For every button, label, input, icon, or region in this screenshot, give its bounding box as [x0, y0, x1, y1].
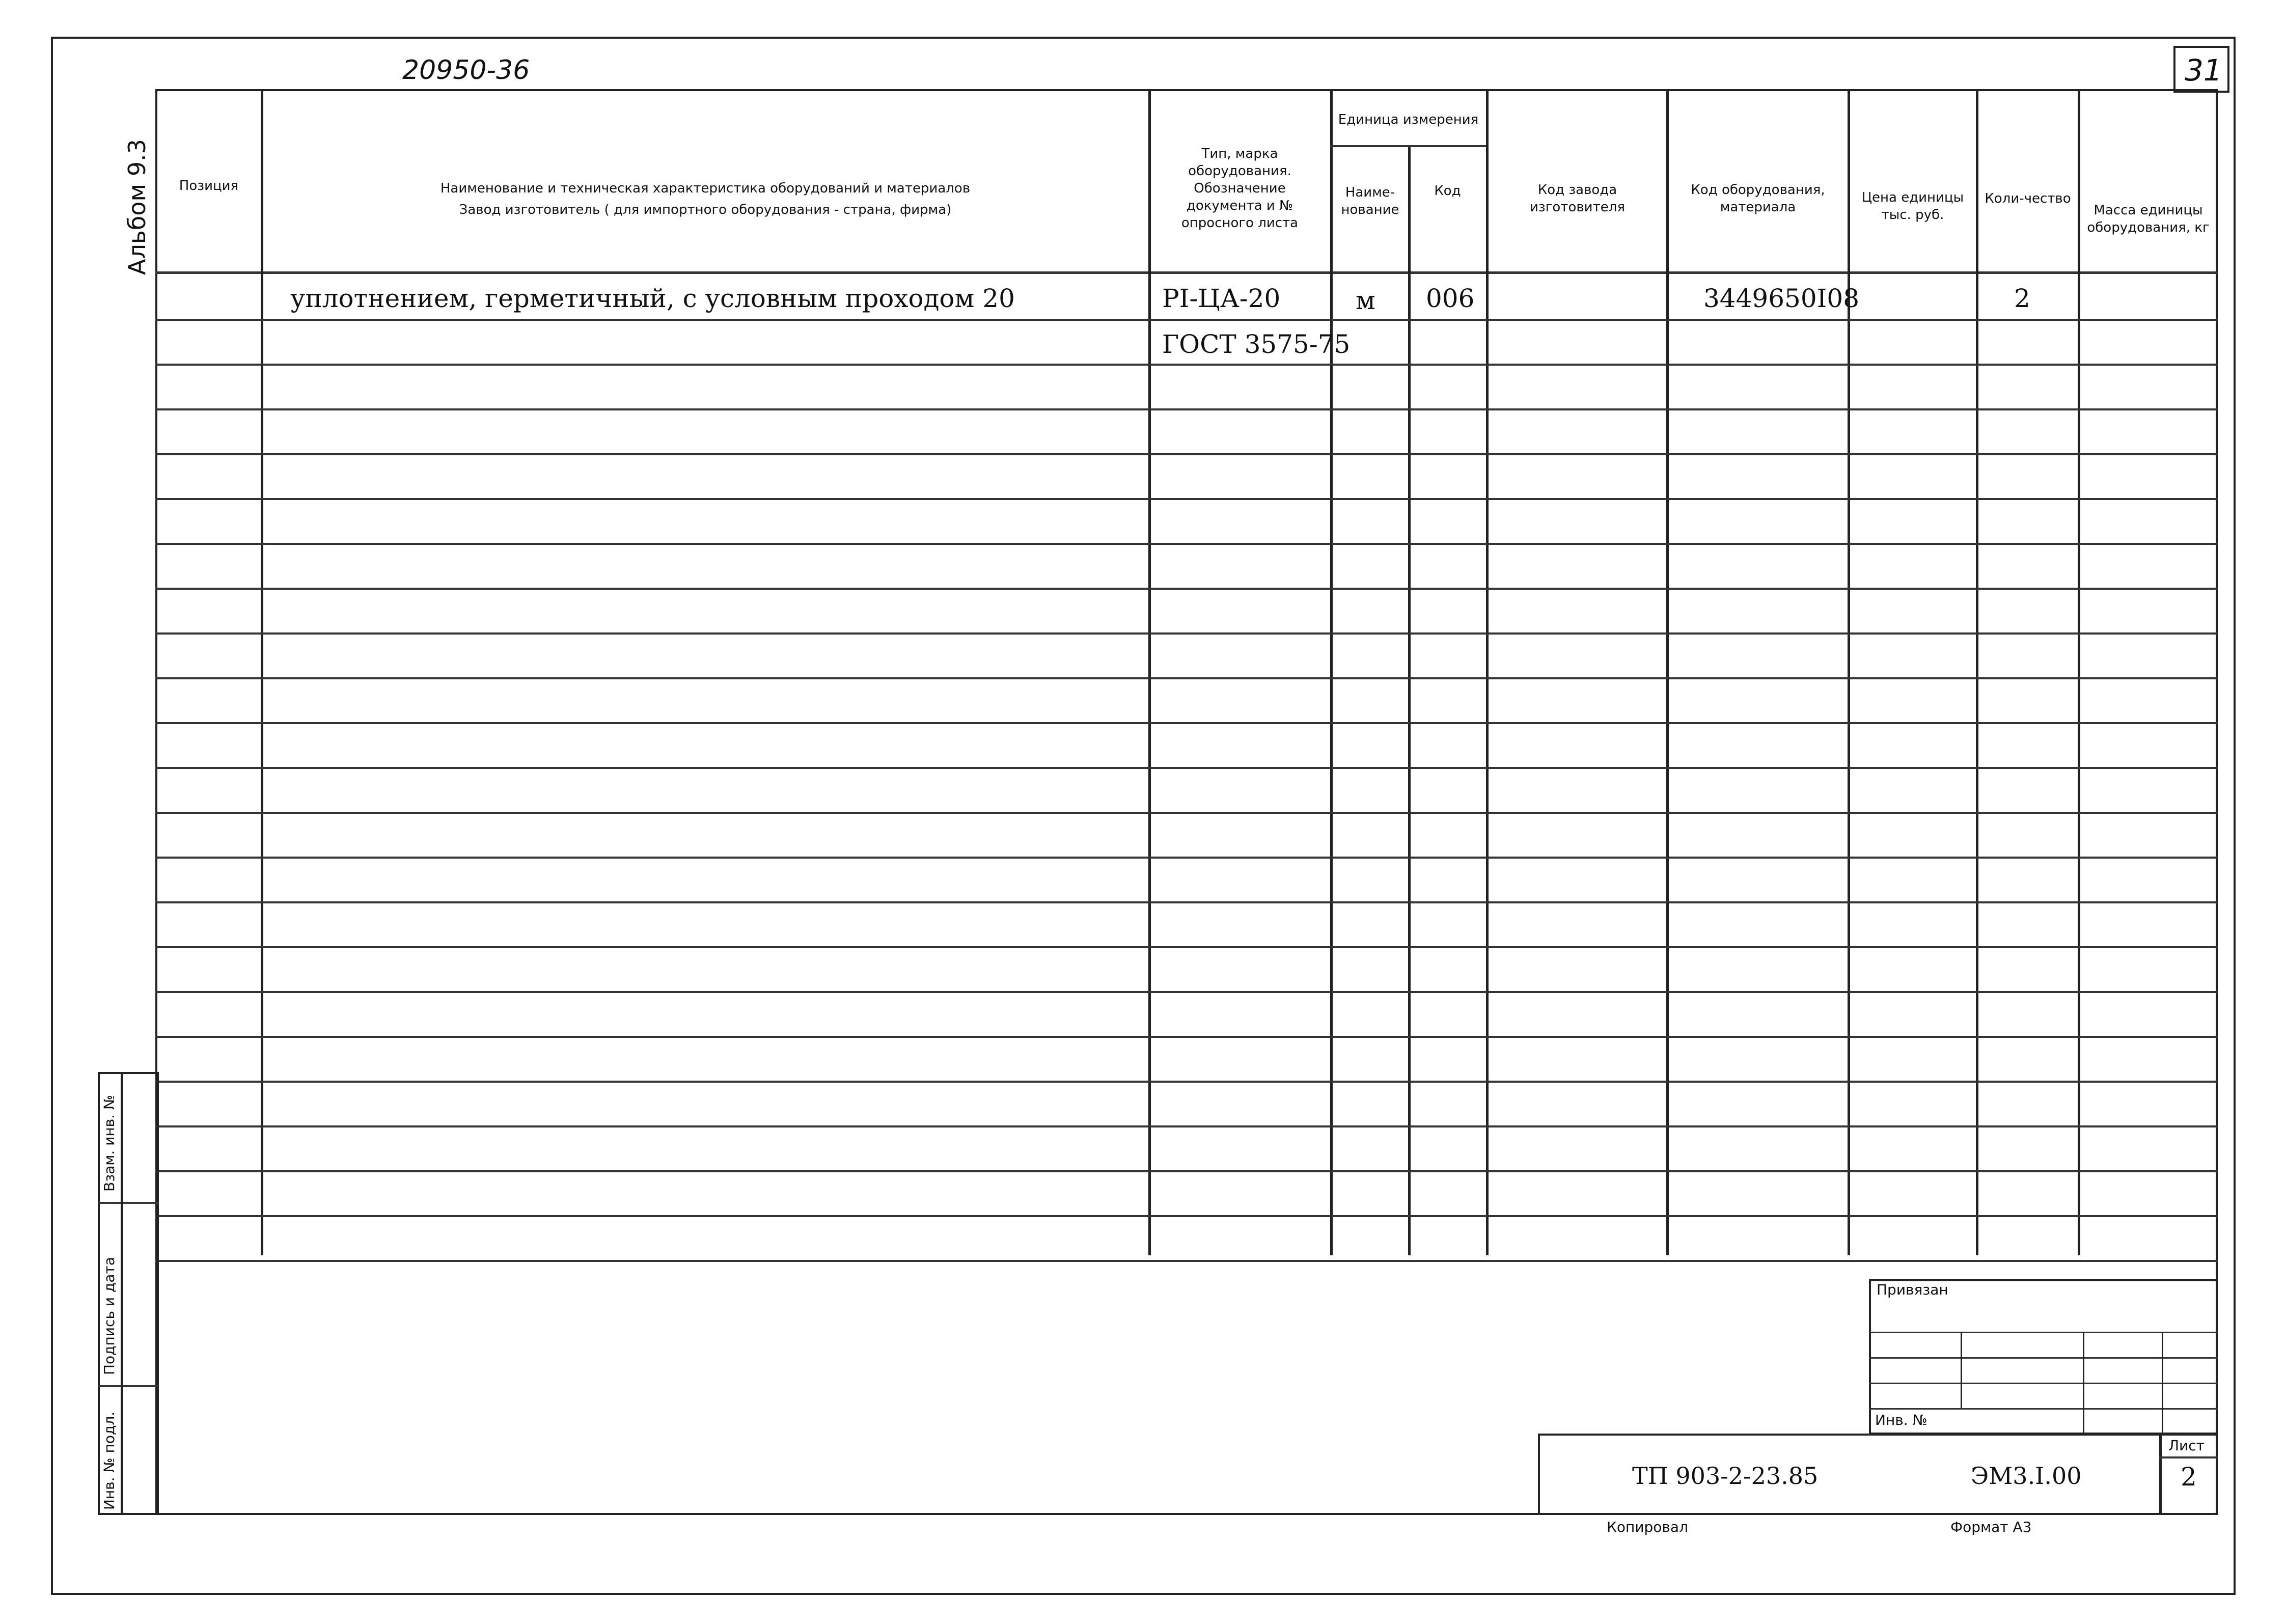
header-name-line2: Завод изготовитель ( для импортного оборудования - страна, фирма) — [459, 202, 952, 217]
row1-equipment-code: 3449650I08 — [1703, 284, 1860, 313]
unit-group-divider — [1330, 145, 1486, 147]
col-line — [1408, 145, 1411, 1255]
table-row-line — [155, 632, 2218, 635]
table-row-line — [155, 901, 2218, 903]
header-factory-code: Код завода изготовителя — [1530, 182, 1625, 215]
table-row-line — [155, 364, 2218, 366]
side-inv-original: Инв. № подл. — [101, 1411, 118, 1510]
table-row-line — [155, 1125, 2218, 1127]
sheet-number-top: 31 — [2185, 53, 2222, 88]
attached-line — [1869, 1408, 2218, 1410]
attached-col — [2083, 1332, 2084, 1434]
header-divider — [155, 271, 2218, 274]
title-sheet-col — [2159, 1434, 2162, 1515]
sheet-label: Лист — [2168, 1437, 2205, 1454]
row1-unit-code: 006 — [1426, 284, 1475, 313]
table-row-line — [155, 722, 2218, 724]
doc-number-top: 20950-36 — [402, 55, 530, 86]
table-row-line — [155, 1081, 2218, 1083]
header-mass: Масса единицы оборудования, кг — [2087, 203, 2210, 235]
copied-label: Копировал — [1607, 1519, 1688, 1535]
header-unit-code: Код — [1434, 183, 1461, 199]
row1-quantity: 2 — [2014, 284, 2030, 313]
table-row-line — [155, 1260, 2218, 1262]
table-row-line — [155, 991, 2218, 993]
row2-type-mark: ГОСТ 3575-75 — [1162, 329, 1351, 359]
header-name-line1: Наименование и техническая характеристика оборудований и материалов — [440, 181, 971, 196]
side-stamp-col — [121, 1072, 123, 1515]
table-row-line — [155, 588, 2218, 590]
header-position: Позиция — [179, 178, 239, 194]
table-row-line — [155, 1170, 2218, 1172]
table-row-line — [155, 1036, 2218, 1038]
format-label: Формат А3 — [1950, 1519, 2032, 1535]
table-row-line — [155, 408, 2218, 410]
header-unit-group: Единица измерения — [1338, 112, 1479, 127]
table-row-line — [155, 677, 2218, 679]
inv-no-label: Инв. № — [1875, 1412, 1927, 1428]
row1-unit-name: м — [1356, 286, 1375, 315]
header-price: Цена единицы тыс. руб. — [1861, 190, 1964, 223]
table-row-line — [155, 812, 2218, 814]
side-replaced-inv: Взам. инв. № — [101, 1094, 118, 1192]
table-row-line — [155, 857, 2218, 859]
row1-name: уплотнением, герметичный, с условным проходом 20 — [290, 284, 1015, 313]
table-row-line — [155, 767, 2218, 769]
row1-type-mark: PI-ЦА-20 — [1162, 284, 1281, 313]
sheet-value: 2 — [2181, 1462, 2197, 1492]
header-unit-name: Наиме-нование — [1341, 185, 1399, 217]
table-row-line — [155, 498, 2218, 500]
attached-label: Привязан — [1877, 1281, 1948, 1298]
attached-line — [1869, 1357, 2218, 1359]
table-row-line — [155, 946, 2218, 948]
header-quantity: Коли-чество — [1985, 191, 2071, 206]
table-row-line — [155, 1215, 2218, 1217]
header-type-mark: Тип, марка оборудования. Обозначение документа и № опросного листа — [1181, 146, 1299, 231]
header-equipment-code: Код оборудования, материала — [1691, 182, 1825, 215]
side-signature-date: Подпись и дата — [101, 1257, 118, 1375]
side-stamp-divider — [98, 1385, 159, 1387]
album-label: Альбом 9.3 — [123, 139, 151, 275]
doc-code: ТП 903-2-23.85 — [1632, 1462, 1819, 1490]
sheet-code: ЭМ3.I.00 — [1971, 1462, 2082, 1490]
attached-line — [1869, 1383, 2218, 1384]
title-sheet-line — [2159, 1456, 2218, 1458]
attached-col — [1961, 1332, 1962, 1408]
attached-col — [2162, 1332, 2163, 1434]
table-row-line — [155, 453, 2218, 455]
side-stamp-divider — [98, 1202, 159, 1204]
table-row-line — [155, 319, 2218, 321]
table-row-line — [155, 543, 2218, 545]
attached-line — [1869, 1332, 2218, 1333]
